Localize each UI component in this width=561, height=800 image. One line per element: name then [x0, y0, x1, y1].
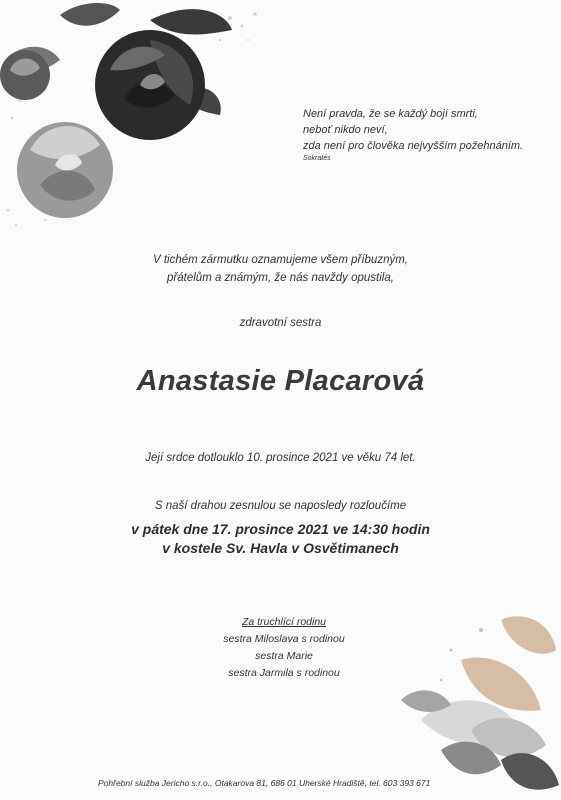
mourners-block — [184, 614, 384, 682]
quote-line: Není pravda, že se každý bojí smrti, — [303, 108, 478, 120]
roses-decoration-bottom — [381, 600, 561, 800]
funeral-datetime: v pátek dne 17. prosince 2021 ve 14:30 hodin — [131, 521, 430, 537]
quote-line: zda není pro člověka nejvyšším požehnáním. — [303, 140, 524, 152]
funeral-place: v kostele Sv. Havla v Osvětimanech — [162, 540, 399, 556]
intro-line: V tichém zármutku oznamujeme všem příbuzným, — [152, 254, 408, 266]
death-date-line: Její srdce dotlouklo 10. prosince 2021 ve věku 74 let. — [145, 452, 416, 464]
mourners-heading: Za truchlící rodinu — [241, 616, 327, 628]
intro-line: přátelům a známým, že nás navždy opustila, — [167, 272, 394, 284]
quote-line: neboť nikdo neví, — [303, 124, 388, 136]
announcement-intro — [0, 251, 561, 287]
funeral-intro: S naší drahou zesnulou se naposledy rozloučíme — [154, 500, 407, 512]
deceased-role: zdravotní sestra — [239, 317, 322, 329]
mourner-name: sestra Marie — [255, 650, 313, 662]
funeral-service-footer: Pohřební služba Jericho s.r.o., Otakarova 81, 686 01 Uherské Hradiště, tel. 603 393 671 — [98, 778, 431, 788]
quote-author: Sokratés — [303, 155, 331, 162]
mourner-name: sestra Jarmila s rodinou — [228, 667, 340, 679]
mourner-name: sestra Miloslava s rodinou — [223, 633, 345, 645]
quote-block — [303, 106, 553, 164]
deceased-name: Anastasie Placarová — [136, 365, 425, 397]
roses-decoration-top — [0, 0, 270, 240]
